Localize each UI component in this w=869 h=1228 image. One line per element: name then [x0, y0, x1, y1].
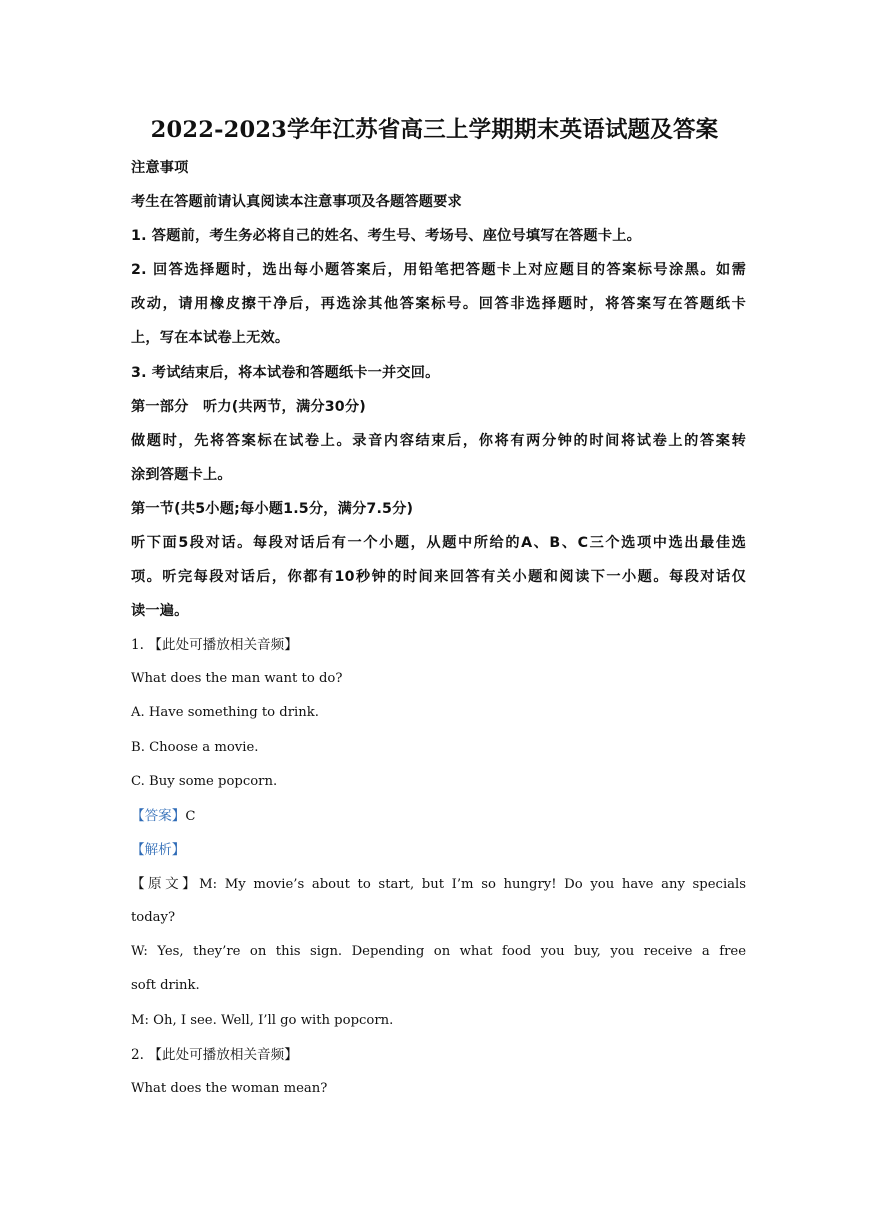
question-1-label: 1. 【此处可播放相关音频】	[131, 637, 298, 653]
notice-item-2-line-2: 改动，请用橡皮擦干净后，再选涂其他答案标号。回答非选择题时，将答案写在答题纸卡	[131, 296, 746, 312]
document-title: 2022-2023学年江苏省高三上学期期末英语试题及答案	[150, 117, 719, 143]
script-tag: 【原文】	[131, 876, 200, 892]
question-1-option-a: A. Have something to drink.	[131, 705, 319, 720]
question-1-script-line-2: today?	[131, 910, 176, 925]
question-1-script-line-4: soft drink.	[131, 978, 200, 993]
question-1-answer	[131, 804, 746, 828]
section1-heading: 第一节(共5小题;每小题1.5分，满分7.5分)	[131, 501, 414, 517]
question-1-script-line-3: W: Yes, they’re on this sign. Depending on what food you buy, you receive a free	[131, 944, 746, 959]
notice-intro: 考生在答题前请认真阅读本注意事项及各题答题要求	[131, 194, 462, 210]
answer-value: C	[185, 809, 196, 824]
question-1-text: What does the man want to do?	[131, 671, 343, 686]
part1-instructions-line-1: 做题时，先将答案标在试卷上。录音内容结束后，你将有两分钟的时间将试卷上的答案转	[131, 433, 746, 449]
question-2-label: 2. 【此处可播放相关音频】	[131, 1047, 298, 1063]
notice-item-2-line-3: 上，写在本试卷上无效。	[131, 330, 290, 346]
question-1-script-line-5: M: Oh, I see. Well, I’ll go with popcorn.	[131, 1013, 394, 1028]
section1-instructions-line-3: 读一遍。	[131, 603, 189, 619]
answer-tag: 【答案】	[131, 808, 186, 824]
section1-instructions-line-2: 项。听完每段对话后，你都有10秒钟的时间来回答有关小题和阅读下一小题。每段对话仅	[131, 569, 746, 585]
question-1-analysis-tag: 【解析】	[131, 842, 186, 858]
notice-item-1: 1. 答题前，考生务必将自己的姓名、考生号、考场号、座位号填写在答题卡上。	[131, 228, 641, 244]
question-1-script-line-1	[131, 872, 746, 896]
notice-heading: 注意事项	[131, 160, 189, 176]
notice-item-2-line-1: 2. 回答选择题时，选出每小题答案后，用铅笔把答题卡上对应题目的答案标号涂黑。如需	[131, 262, 746, 278]
question-1-option-c: C. Buy some popcorn.	[131, 774, 278, 789]
part1-instructions-line-2: 涂到答题卡上。	[131, 467, 232, 483]
section1-instructions-line-1: 听下面5段对话。每段对话后有一个小题，从题中所给的A、B、C三个选项中选出最佳选	[131, 535, 746, 551]
part1-heading: 第一部分 听力(共两节，满分30分)	[131, 399, 366, 415]
script-text: M: My movie’s about to start, but I’m so hungry! Do you have any specials	[199, 877, 747, 892]
question-1-option-b: B. Choose a movie.	[131, 740, 259, 755]
notice-item-3: 3. 考试结束后，将本试卷和答题纸卡一并交回。	[131, 365, 440, 381]
question-2-text: What does the woman mean?	[131, 1081, 328, 1096]
